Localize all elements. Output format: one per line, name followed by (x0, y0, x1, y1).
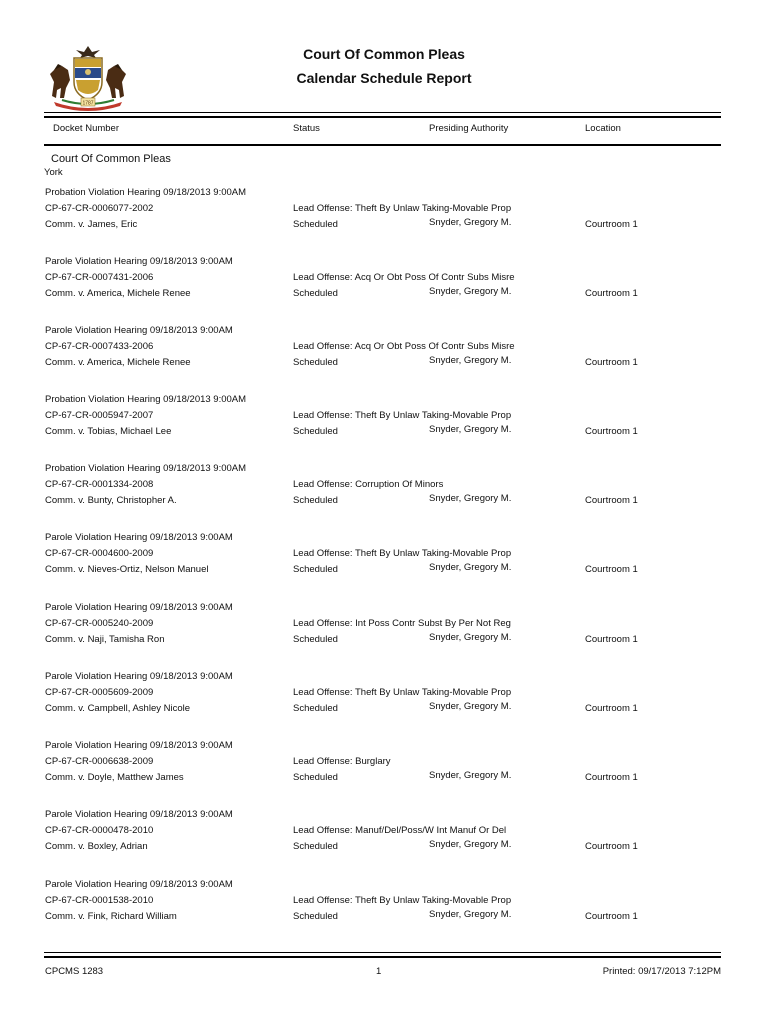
docket-number: CP-67-CR-0006077-2002 (45, 203, 154, 214)
entry-location: Courtroom 1 (585, 426, 638, 437)
hearing-type-date: Parole Violation Hearing 09/18/2013 9:00AM (45, 671, 233, 682)
lead-offense: Lead Offense: Theft By Unlaw Taking-Movable Prop (293, 548, 512, 559)
case-caption: Comm. v. Fink, Richard William (45, 911, 177, 922)
column-header-authority: Presiding Authority (429, 123, 509, 134)
presiding-authority: Snyder, Gregory M. (429, 217, 512, 228)
calendar-entry (0, 394, 768, 454)
entry-location: Courtroom 1 (585, 219, 638, 230)
hearing-type-date: Probation Violation Hearing 09/18/2013 9:00AM (45, 463, 247, 474)
hearing-type-date: Parole Violation Hearing 09/18/2013 9:00AM (45, 879, 233, 890)
hearing-type-date: Parole Violation Hearing 09/18/2013 9:00AM (45, 809, 233, 820)
entry-status: Scheduled (293, 426, 338, 437)
column-header-location: Location (585, 123, 621, 134)
presiding-authority: Snyder, Gregory M. (429, 770, 512, 781)
report-title: Calendar Schedule Report (296, 70, 472, 86)
entry-status: Scheduled (293, 288, 338, 299)
case-caption: Comm. v. Nieves-Ortiz, Nelson Manuel (45, 564, 209, 575)
lead-offense: Lead Offense: Acq Or Obt Poss Of Contr Subs Misre (293, 272, 515, 283)
lead-offense: Lead Offense: Theft By Unlaw Taking-Movable Prop (293, 687, 512, 698)
docket-number: CP-67-CR-0005947-2007 (45, 410, 154, 421)
entry-location: Courtroom 1 (585, 703, 638, 714)
footer-printed-timestamp: Printed: 09/17/2013 7:12PM (602, 966, 721, 977)
entry-location: Courtroom 1 (585, 772, 638, 783)
calendar-entry (0, 256, 768, 316)
section-court-name: Court Of Common Pleas (51, 153, 171, 165)
presiding-authority: Snyder, Gregory M. (429, 424, 512, 435)
entry-location: Courtroom 1 (585, 564, 638, 575)
lead-offense: Lead Offense: Manuf/Del/Poss/W Int Manuf Or Del (293, 825, 507, 836)
entry-status: Scheduled (293, 911, 338, 922)
lead-offense: Lead Offense: Theft By Unlaw Taking-Movable Prop (293, 895, 512, 906)
calendar-entry (0, 463, 768, 523)
presiding-authority: Snyder, Gregory M. (429, 562, 512, 573)
hearing-type-date: Parole Violation Hearing 09/18/2013 9:00AM (45, 325, 233, 336)
entry-location: Courtroom 1 (585, 841, 638, 852)
footer-divider (44, 952, 721, 953)
calendar-entry (0, 325, 768, 385)
presiding-authority: Snyder, Gregory M. (429, 909, 512, 920)
hearing-type-date: Parole Violation Hearing 09/18/2013 9:00AM (45, 602, 233, 613)
lead-offense: Lead Offense: Theft By Unlaw Taking-Movable Prop (293, 203, 512, 214)
entry-status: Scheduled (293, 564, 338, 575)
entry-status: Scheduled (293, 703, 338, 714)
column-header-divider (44, 144, 721, 146)
entry-location: Courtroom 1 (585, 288, 638, 299)
case-caption: Comm. v. Campbell, Ashley Nicole (45, 703, 191, 714)
footer-form-id: CPCMS 1283 (45, 966, 104, 977)
entry-status: Scheduled (293, 634, 338, 645)
presiding-authority: Snyder, Gregory M. (429, 701, 512, 712)
docket-number: CP-67-CR-0007433-2006 (45, 341, 154, 352)
hearing-type-date: Parole Violation Hearing 09/18/2013 9:00AM (45, 532, 233, 543)
calendar-entry (0, 809, 768, 869)
docket-number: CP-67-CR-0004600-2009 (45, 548, 154, 559)
presiding-authority: Snyder, Gregory M. (429, 632, 512, 643)
seal-year: 1787 (82, 100, 94, 107)
footer-divider (44, 956, 721, 958)
entry-location: Courtroom 1 (585, 634, 638, 645)
calendar-entry (0, 740, 768, 800)
calendar-entry (0, 187, 768, 247)
entry-status: Scheduled (293, 219, 338, 230)
lead-offense: Lead Offense: Corruption Of Minors (293, 479, 444, 490)
lead-offense: Lead Offense: Burglary (293, 756, 391, 767)
docket-number: CP-67-CR-0005609-2009 (45, 687, 154, 698)
case-caption: Comm. v. America, Michele Renee (45, 288, 191, 299)
header-divider (44, 116, 721, 118)
case-caption: Comm. v. Bunty, Christopher A. (45, 495, 177, 506)
entry-status: Scheduled (293, 772, 338, 783)
column-header-status: Status (293, 123, 320, 134)
calendar-entry (0, 602, 768, 662)
presiding-authority: Snyder, Gregory M. (429, 839, 512, 850)
lead-offense: Lead Offense: Theft By Unlaw Taking-Movable Prop (293, 410, 512, 421)
case-caption: Comm. v. Doyle, Matthew James (45, 772, 184, 783)
header-divider (44, 112, 721, 113)
presiding-authority: Snyder, Gregory M. (429, 355, 512, 366)
footer-page-number: 1 (376, 966, 382, 977)
docket-number: CP-67-CR-0006638-2009 (45, 756, 154, 767)
case-caption: Comm. v. Tobias, Michael Lee (45, 426, 172, 437)
case-caption: Comm. v. Boxley, Adrian (45, 841, 148, 852)
docket-number: CP-67-CR-0001538-2010 (45, 895, 154, 906)
case-caption: Comm. v. America, Michele Renee (45, 357, 191, 368)
presiding-authority: Snyder, Gregory M. (429, 493, 512, 504)
entry-location: Courtroom 1 (585, 495, 638, 506)
hearing-type-date: Parole Violation Hearing 09/18/2013 9:00AM (45, 256, 233, 267)
calendar-entry (0, 879, 768, 939)
lead-offense: Lead Offense: Acq Or Obt Poss Of Contr Subs Misre (293, 341, 515, 352)
lead-offense: Lead Offense: Int Poss Contr Subst By Per Not Reg (293, 618, 511, 629)
hearing-type-date: Probation Violation Hearing 09/18/2013 9:00AM (45, 394, 247, 405)
case-caption: Comm. v. James, Eric (45, 219, 138, 230)
docket-number: CP-67-CR-0000478-2010 (45, 825, 154, 836)
docket-number: CP-67-CR-0005240-2009 (45, 618, 154, 629)
entry-status: Scheduled (293, 357, 338, 368)
entry-location: Courtroom 1 (585, 357, 638, 368)
hearing-type-date: Probation Violation Hearing 09/18/2013 9:00AM (45, 187, 247, 198)
docket-number: CP-67-CR-0007431-2006 (45, 272, 154, 283)
calendar-entry (0, 532, 768, 592)
calendar-entry (0, 671, 768, 731)
presiding-authority: Snyder, Gregory M. (429, 286, 512, 297)
docket-number: CP-67-CR-0001334-2008 (45, 479, 154, 490)
entry-location: Courtroom 1 (585, 911, 638, 922)
case-caption: Comm. v. Naji, Tamisha Ron (45, 634, 165, 645)
entry-status: Scheduled (293, 495, 338, 506)
report-court-title: Court Of Common Pleas (303, 46, 465, 62)
section-county: York (44, 167, 63, 178)
entry-status: Scheduled (293, 841, 338, 852)
column-header-docket: Docket Number (53, 123, 119, 134)
hearing-type-date: Parole Violation Hearing 09/18/2013 9:00AM (45, 740, 233, 751)
